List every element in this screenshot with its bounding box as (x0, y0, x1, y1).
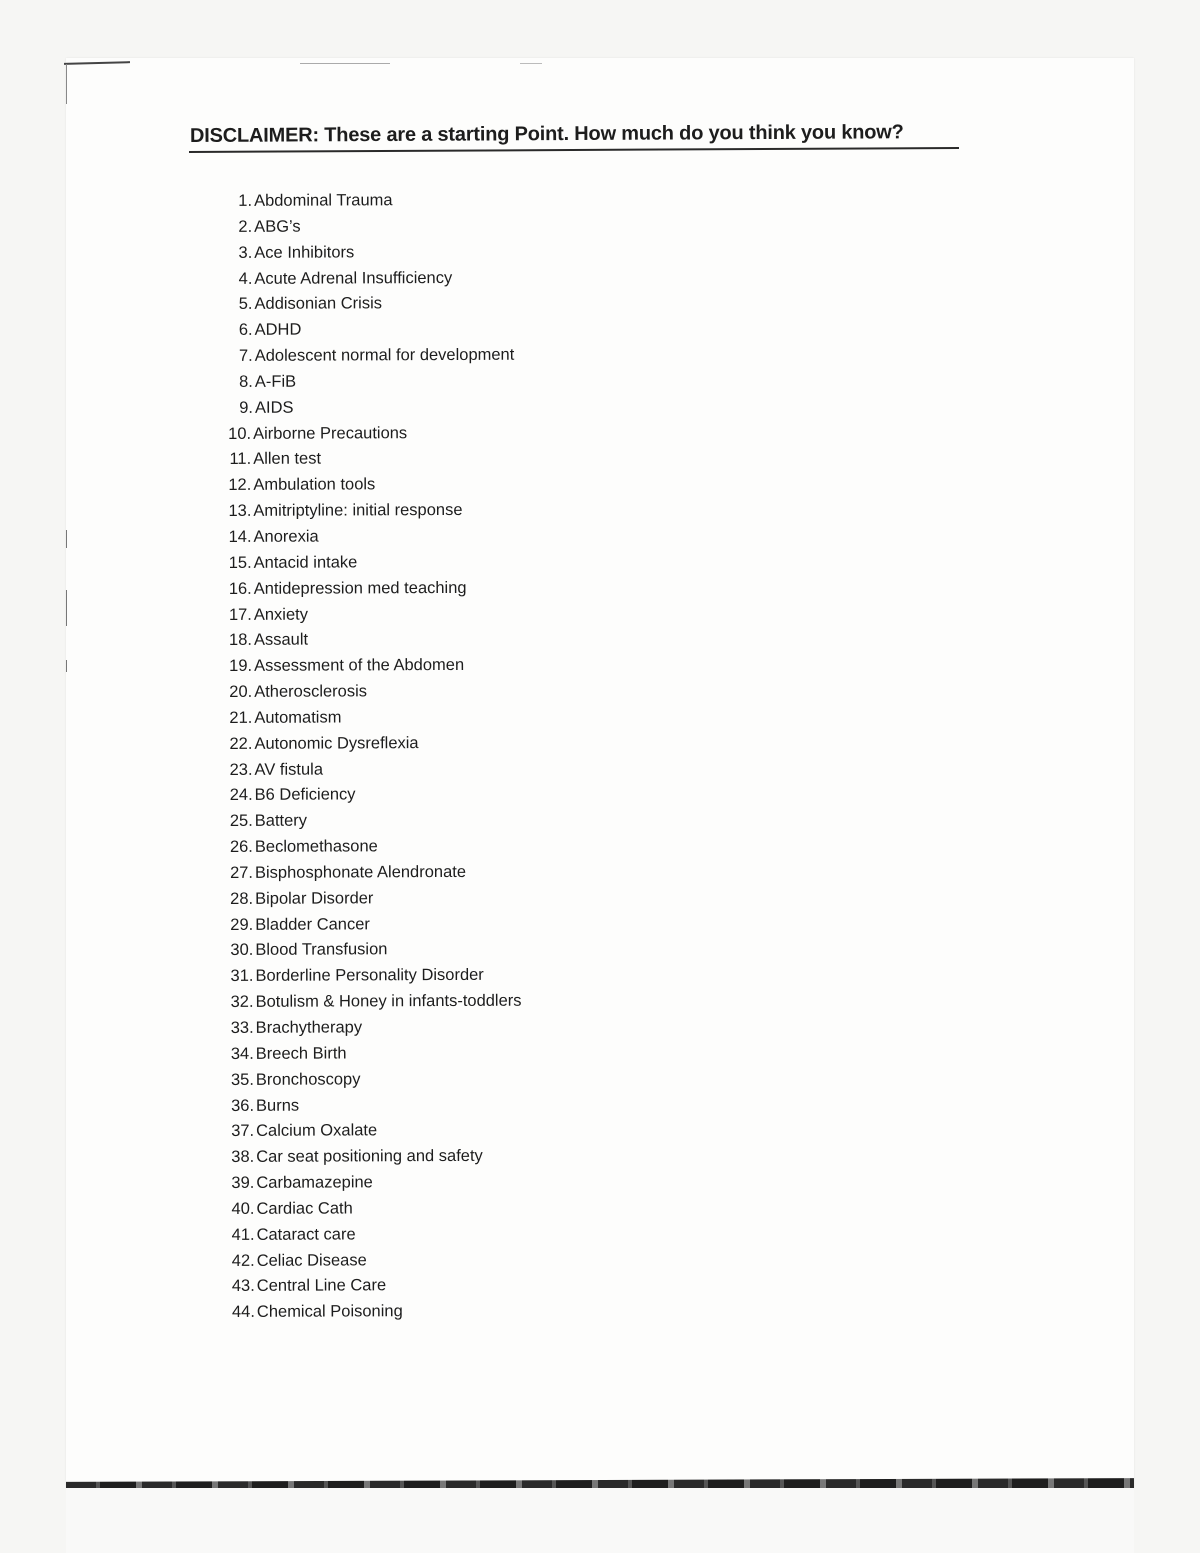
list-item-number: 34. (230, 1044, 254, 1063)
list-item-number: 27. (230, 863, 254, 882)
list-item-label: Amitriptyline: initial response (253, 501, 463, 520)
list-item-label: Battery (254, 811, 308, 831)
list-item-number: 31. (230, 967, 254, 986)
list-item-label: Ace Inhibitors (254, 243, 355, 262)
list-item-number: 33. (230, 1018, 254, 1037)
list-item-label: ABG’s (254, 217, 301, 236)
list-item-label: Airborne Precautions (253, 423, 408, 443)
list-item-label: Adolescent normal for development (254, 345, 515, 365)
list-item (219, 963, 521, 990)
list-item-label: Blood Transfusion (255, 940, 388, 960)
list-item-label: Atherosclerosis (254, 682, 368, 701)
list-item (220, 1015, 522, 1042)
list-item-label: Central Line Care (256, 1276, 387, 1296)
list-item (220, 1041, 522, 1068)
list-item-label: Anorexia (253, 527, 319, 546)
list-item-number: 44. (231, 1303, 255, 1322)
list-item-label: Automatism (254, 708, 342, 727)
list-item-label: Calcium Oxalate (256, 1121, 378, 1141)
list-item (220, 1144, 522, 1171)
list-item-number: 38. (231, 1148, 255, 1167)
list-item (217, 343, 519, 370)
list-item-label: Acute Adrenal Insufficiency (254, 268, 453, 288)
list-item-number: 12. (228, 476, 252, 495)
list-item-label: Burns (255, 1096, 300, 1115)
list-item-number: 15. (228, 553, 252, 572)
list-item-number: 3. (238, 243, 253, 262)
list-item-label: Anxiety (253, 605, 309, 624)
left-edge-mark (66, 590, 67, 626)
list-item (217, 524, 519, 551)
list-item-label: Botulism & Honey in infants-toddlers (255, 991, 522, 1011)
list-item-label: Brachytherapy (255, 1018, 363, 1037)
list-item-number: 2. (238, 217, 253, 236)
list-item (217, 446, 519, 473)
list-item-number: 30. (230, 941, 254, 960)
list-item (218, 653, 520, 680)
list-item (219, 860, 521, 887)
list-item (216, 239, 518, 266)
list-item-number: 19. (229, 657, 253, 676)
list-item-label: Breech Birth (255, 1044, 347, 1063)
list-item-label: Bisphosphonate Alendronate (254, 862, 467, 882)
list-item (218, 730, 520, 757)
list-item (217, 369, 519, 396)
list-item-number: 43. (231, 1277, 255, 1296)
list-item-label: Beclomethasone (254, 837, 378, 856)
list-item-number: 37. (231, 1122, 255, 1141)
list-item (219, 782, 521, 809)
list-item (217, 317, 519, 344)
list-item (217, 394, 519, 421)
list-item-label: Cataract care (256, 1225, 356, 1244)
list-item-label: Assessment of the Abdomen (254, 656, 465, 676)
list-item-number: 8. (239, 372, 253, 391)
list-item-number: 26. (229, 837, 253, 857)
list-item (220, 1196, 522, 1223)
list-item (220, 1092, 522, 1119)
list-item (216, 265, 518, 292)
list-item (218, 575, 520, 602)
list-item-label: Borderline Personality Disorder (255, 966, 484, 986)
list-item-label: Bipolar Disorder (255, 889, 374, 908)
list-item-label: Car seat positioning and safety (256, 1147, 483, 1167)
list-item (220, 1118, 522, 1145)
list-item (216, 214, 518, 241)
list-item-number: 40. (231, 1199, 255, 1218)
list-item-label: ADHD (254, 320, 302, 340)
list-item-number: 16. (228, 579, 252, 598)
list-item (218, 679, 520, 706)
left-edge-mark (66, 64, 67, 104)
list-item-label: AIDS (254, 398, 294, 417)
list-item-label: Autonomic Dysreflexia (254, 733, 419, 753)
list-item-label: Cardiac Cath (256, 1199, 353, 1218)
list-item-number: 23. (229, 760, 253, 779)
list-item-label: Antacid intake (253, 553, 358, 572)
list-item-number: 18. (228, 631, 253, 650)
list-item-number: 24. (229, 786, 253, 805)
list-item-number: 35. (230, 1070, 254, 1089)
list-item (219, 989, 521, 1016)
list-item-number: 21. (229, 708, 253, 727)
list-item-label: Assault (253, 630, 309, 650)
list-item-label: Ambulation tools (253, 475, 376, 495)
list-item-label: Abdominal Trauma (254, 191, 393, 210)
list-item-number: 6. (238, 321, 253, 340)
list-item-number: 5. (238, 295, 253, 314)
list-item-label: Chemical Poisoning (256, 1302, 403, 1322)
list-item-label: Celiac Disease (256, 1250, 367, 1270)
list-item (219, 885, 521, 912)
list-item-number: 36. (231, 1096, 255, 1115)
list-item (219, 834, 521, 861)
left-edge-mark (66, 530, 67, 548)
scan-background (66, 1488, 1134, 1553)
list-item-number: 1. (238, 191, 253, 210)
list-item-label: A-FiB (254, 372, 297, 391)
list-item (218, 705, 520, 732)
topic-list (216, 188, 523, 1326)
list-item (219, 911, 521, 938)
list-item (218, 756, 520, 783)
list-item-number: 28. (230, 889, 254, 908)
list-item (217, 498, 519, 525)
list-item-label: AV fistula (254, 760, 324, 779)
list-item-number: 22. (229, 734, 253, 753)
list-item (221, 1247, 523, 1274)
list-item-number: 39. (231, 1173, 255, 1193)
list-item-label: Allen test (253, 449, 322, 469)
list-item-number: 9. (239, 398, 253, 417)
list-item (221, 1299, 523, 1326)
list-item-number: 4. (238, 269, 253, 288)
list-item (219, 937, 521, 964)
list-item (217, 420, 519, 447)
list-item (221, 1221, 523, 1248)
list-item (220, 1066, 522, 1093)
list-item-number: 11. (229, 450, 252, 469)
list-item-number: 17. (228, 605, 252, 624)
list-item-number: 42. (231, 1251, 255, 1270)
list-item-number: 29. (230, 915, 254, 934)
list-item (218, 627, 520, 654)
list-item-number: 13. (228, 501, 252, 521)
list-item-label: Bronchoscopy (255, 1070, 361, 1089)
list-item (220, 1170, 522, 1197)
list-item-label: B6 Deficiency (254, 785, 356, 805)
list-item-number: 14. (228, 527, 252, 546)
left-edge-mark (66, 660, 67, 672)
list-item-number: 41. (231, 1225, 255, 1244)
top-edge-mark (300, 63, 390, 64)
list-item-number: 7. (238, 346, 253, 365)
list-item (221, 1273, 523, 1300)
list-item-number: 25. (229, 812, 253, 831)
list-item (218, 549, 520, 576)
list-item-number: 20. (229, 682, 253, 701)
list-item-number: 10. (228, 424, 252, 443)
top-edge-mark (520, 63, 542, 64)
list-item (217, 472, 519, 499)
list-item-number: 32. (230, 993, 254, 1012)
list-item-label: Carbamazepine (256, 1173, 373, 1192)
list-item-label: Bladder Cancer (255, 914, 370, 934)
list-item (216, 291, 518, 318)
list-item (216, 188, 518, 215)
list-item-label: Addisonian Crisis (254, 294, 383, 314)
list-item (219, 808, 521, 835)
list-item (218, 601, 520, 628)
disclaimer-heading: DISCLAIMER: These are a starting Point. How much do you think you know? (189, 121, 904, 147)
list-item-label: Antidepression med teaching (253, 578, 467, 598)
